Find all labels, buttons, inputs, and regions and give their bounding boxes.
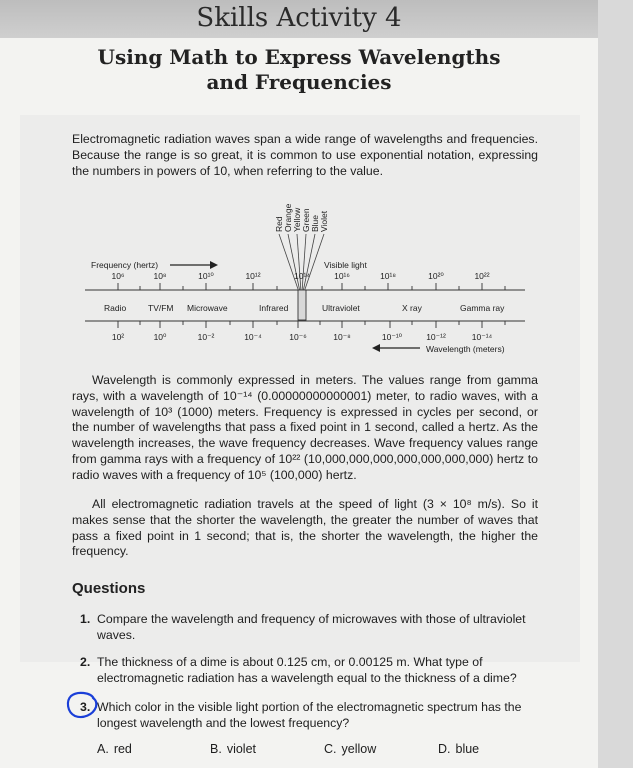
question-text: The thickness of a dime is about 0.125 cm, or 0.00125 m. What type of electromagnetic radiation has a wavelength equal to the thickness of a dime? — [97, 655, 517, 685]
question-number: 3. — [80, 700, 91, 714]
visible-color-label: Red — [274, 216, 284, 232]
frequency-tick-label: 10¹⁴ — [294, 271, 310, 281]
choice-text: blue — [455, 742, 480, 756]
question-text: Which color in the visible light portion of the electromagnetic spectrum has the longest wavelength and the lowest frequency? — [97, 700, 522, 730]
frequency-tick-label: 10¹⁰ — [198, 271, 214, 281]
visible-color-label: Blue — [310, 214, 320, 232]
wavelength-tick-label: 10⁻² — [197, 332, 215, 342]
visible-fan-lines — [279, 234, 324, 292]
wavelength-tick-label: 10⁰ — [153, 332, 167, 342]
answer-choice-a[interactable] — [97, 742, 132, 756]
frequency-axis-label: Frequency (hertz) — [91, 260, 159, 270]
visible-color-label: Orange — [283, 203, 293, 232]
visible-color-label: Green — [301, 208, 311, 232]
choice-text: yellow — [341, 742, 377, 756]
wavelength-arrow-icon — [372, 344, 420, 352]
frequency-tick-label: 10¹⁶ — [334, 271, 350, 281]
spectrum-region-label: Gamma ray — [460, 303, 505, 313]
visible-light-band — [298, 290, 306, 320]
wavelength-tick-label: 10⁻¹⁴ — [471, 332, 493, 342]
choice-text: violet — [226, 742, 256, 756]
wavelength-tick-label: 10⁻¹⁰ — [381, 332, 403, 342]
frequency-tick-label: 10²⁰ — [428, 271, 444, 281]
answer-choice-c[interactable] — [324, 742, 376, 756]
frequency-arrow-icon — [170, 261, 218, 269]
spectrum-region-label: Radio — [104, 303, 127, 313]
answer-choice-d[interactable] — [438, 742, 479, 756]
question-text: Compare the wavelength and frequency of microwaves with those of ultraviolet waves. — [97, 612, 526, 642]
questions-heading: Questions — [72, 580, 146, 597]
wavelength-tick-label: 10⁻⁸ — [333, 332, 351, 342]
visible-color-label: Yellow — [292, 207, 302, 232]
choice-letter: A. — [97, 742, 109, 756]
choice-letter: C. — [324, 742, 337, 756]
spectrum-region-label: TV/FM — [148, 303, 174, 313]
frequency-tick-label: 10⁶ — [111, 271, 125, 281]
body-paragraph-2: All electromagnetic radiation travels at the speed of light (3 × 10⁸ m/s). So it makes sense that the shorter the wavelength, the greater the number of waves that pass a fixed point in 1 second; that is, the shorter the wavelength, the higher the frequency. — [72, 497, 538, 559]
spectrum-region-label: Ultraviolet — [322, 303, 360, 313]
title-line-2: and Frequencies — [206, 70, 392, 94]
choice-letter: D. — [438, 742, 451, 756]
background-strip — [598, 0, 633, 768]
spectrum-region-label: X ray — [402, 303, 422, 313]
wavelength-tick-label: 10⁻⁴ — [244, 332, 262, 342]
visible-light-label: Visible light — [324, 260, 367, 270]
activity-title: Skills Activity 4 — [196, 3, 402, 33]
intro-paragraph: Electromagnetic radiation waves span a wide range of wavelengths and frequencies. Because the range is so great, it is common to use exponential notation, expressing the numbers in powers of 10, when referring to the value. — [72, 132, 538, 178]
question-number: 2. — [80, 655, 91, 669]
wavelength-tick-label: 10⁻⁶ — [289, 332, 307, 342]
wavelength-axis-label: Wavelength (meters) — [426, 344, 505, 354]
spectrum-region-label: Microwave — [187, 303, 228, 313]
visible-color-label: Violet — [319, 210, 329, 232]
question-number: 1. — [80, 612, 91, 626]
frequency-tick-label: 10²² — [474, 271, 490, 281]
spectrum-region-label: Infrared — [259, 303, 289, 313]
body-paragraph-1: Wavelength is commonly expressed in meters. The values range from gamma rays, with a wavelength of 10⁻¹⁴ (0.00000000000001) meter, to radio waves, with a wavelength of 10³ (1000) meters. Frequency is expressed in cycles per second, or the number of wavelengths that pass a fixed point in 1 second, called a hertz. As the wavelength increases, the wave frequency decreases. Wave frequency values range from gamma rays with a frequency of 10²² (10,000,000,000,000,000,000,000) hertz to radio waves with a frequency of 10⁵ (100,000) hertz. — [72, 373, 538, 482]
wavelength-tick-label: 10⁻¹² — [426, 332, 446, 342]
handwritten-circle-annotation — [65, 690, 99, 720]
choice-text: red — [113, 742, 132, 756]
choice-letter: B. — [210, 742, 222, 756]
wavelength-tick-label: 10² — [111, 332, 125, 342]
frequency-tick-label: 10⁸ — [153, 271, 167, 281]
frequency-tick-label: 10¹² — [245, 271, 261, 281]
title-line-1: Using Math to Express Wavelengths — [97, 45, 501, 69]
wavelength-axis — [85, 321, 525, 328]
frequency-tick-label: 10¹⁸ — [380, 271, 396, 281]
em-spectrum-diagram — [0, 0, 598, 370]
answer-choice-b[interactable] — [210, 742, 256, 756]
